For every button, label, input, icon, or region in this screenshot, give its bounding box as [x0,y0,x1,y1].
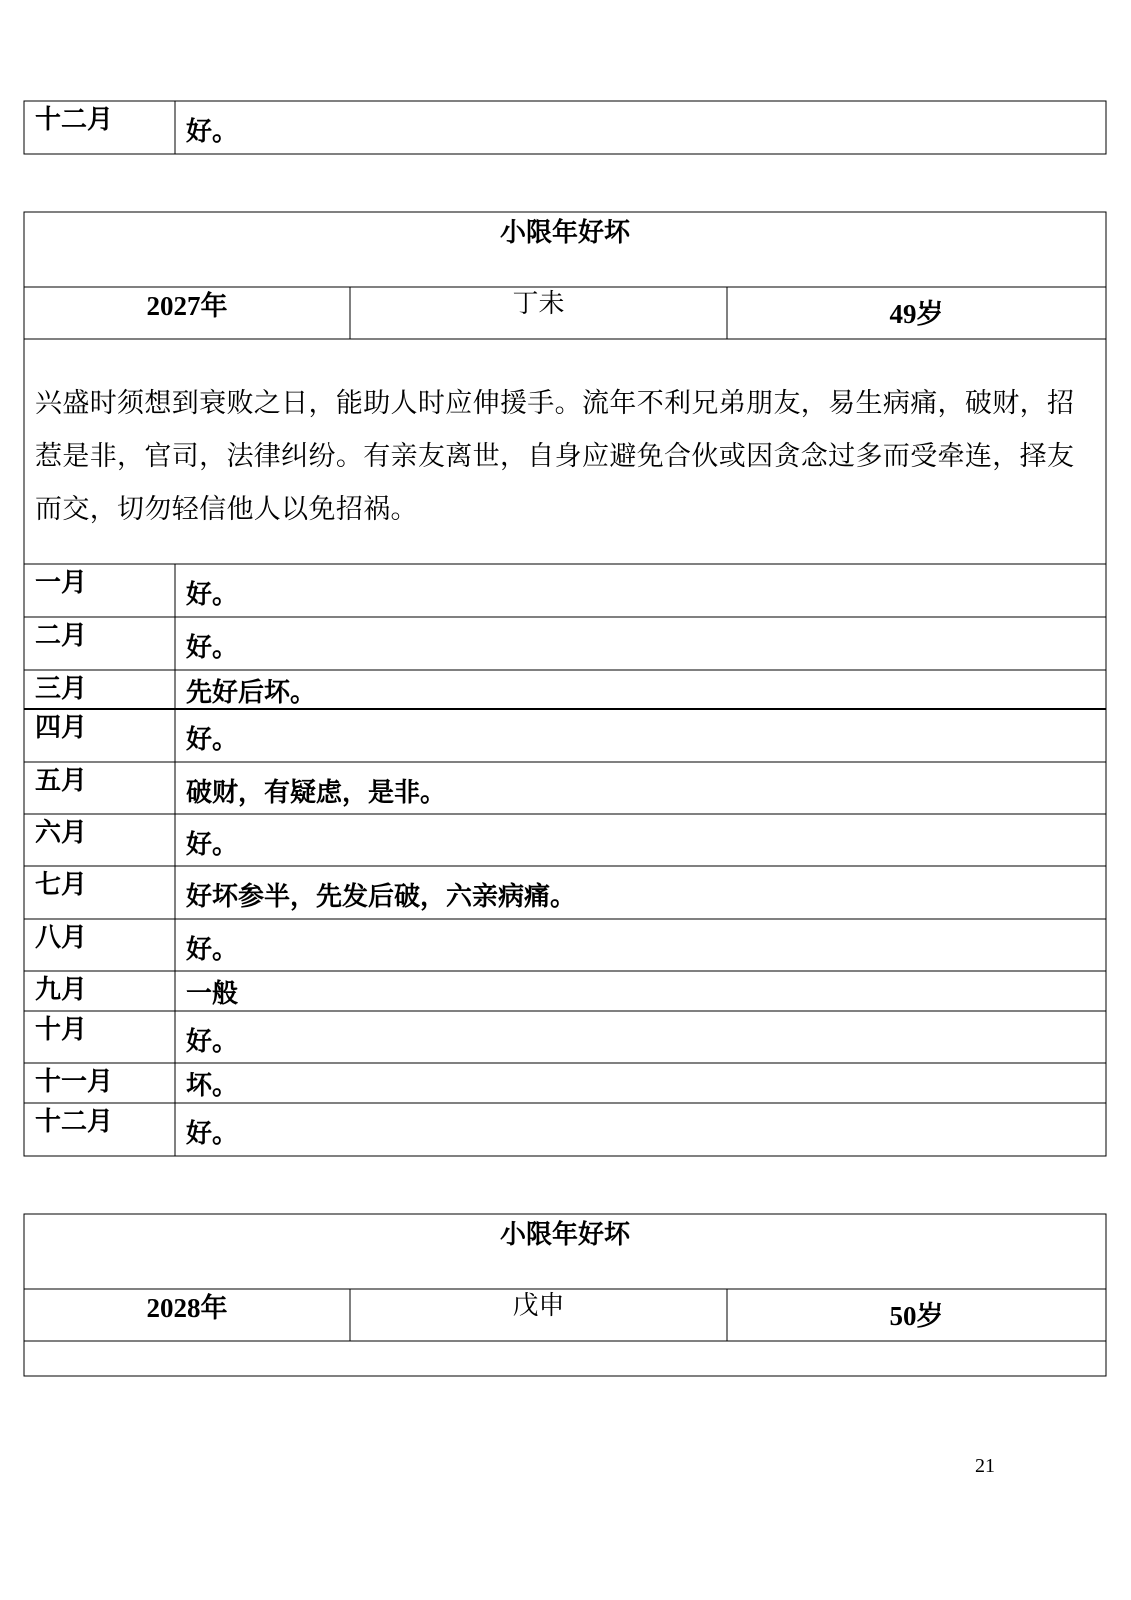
month-value: 坏。 [186,1071,239,1101]
month-label: 五月 [35,766,88,796]
page-number: 21 [975,1455,995,1477]
year-cell: 2027年 [146,291,228,321]
ganzhi-cell: 丁未 [512,289,565,319]
month-label: 六月 [35,818,88,848]
month-label: 十二月 [35,1107,114,1137]
month-value: 好。 [186,935,239,965]
month-label: 九月 [35,975,88,1005]
month-value: 好。 [186,830,239,860]
month-label: 十一月 [35,1067,114,1097]
month-value: 破财，有疑虑，是非。 [186,778,447,808]
section-title: 小限年好坏 [499,218,630,248]
month-label: 十月 [35,1015,88,1045]
month-label: 二月 [35,621,88,651]
month-label: 十二月 [35,105,114,135]
ganzhi-cell: 戊申 [512,1291,565,1321]
table-frame [24,1214,1106,1376]
month-value: 好坏参半，先发后破，六亲病痛。 [186,882,577,912]
month-label: 三月 [35,674,88,704]
section-title: 小限年好坏 [499,1220,630,1250]
month-value: 好。 [186,117,239,147]
month-value: 先好后坏。 [186,678,317,708]
month-value: 好。 [186,580,239,610]
month-label: 四月 [35,713,88,743]
table-frame [24,212,1106,1156]
month-value: 好。 [186,1027,239,1057]
year-cell: 2028年 [146,1293,228,1323]
month-label: 一月 [35,568,88,598]
age-cell: 50岁 [889,1301,944,1331]
age-cell: 49岁 [889,299,944,329]
year-summary: 兴盛时须想到衰败之日，能助人时应伸援手。流年不利兄弟朋友，易生病痛，破财，招惹是非，官司，法律纠纷。有亲友离世，自身应避免合伙或因贪念过多而受牵连，择友而交，切勿轻信他人以免招祸。 [35,388,1075,525]
month-label: 七月 [35,870,88,900]
month-value: 好。 [186,1119,239,1149]
month-value: 好。 [186,725,239,755]
month-label: 八月 [35,923,88,953]
month-value: 一般 [186,979,239,1009]
table-frame [24,101,1106,154]
month-value: 好。 [186,633,239,663]
